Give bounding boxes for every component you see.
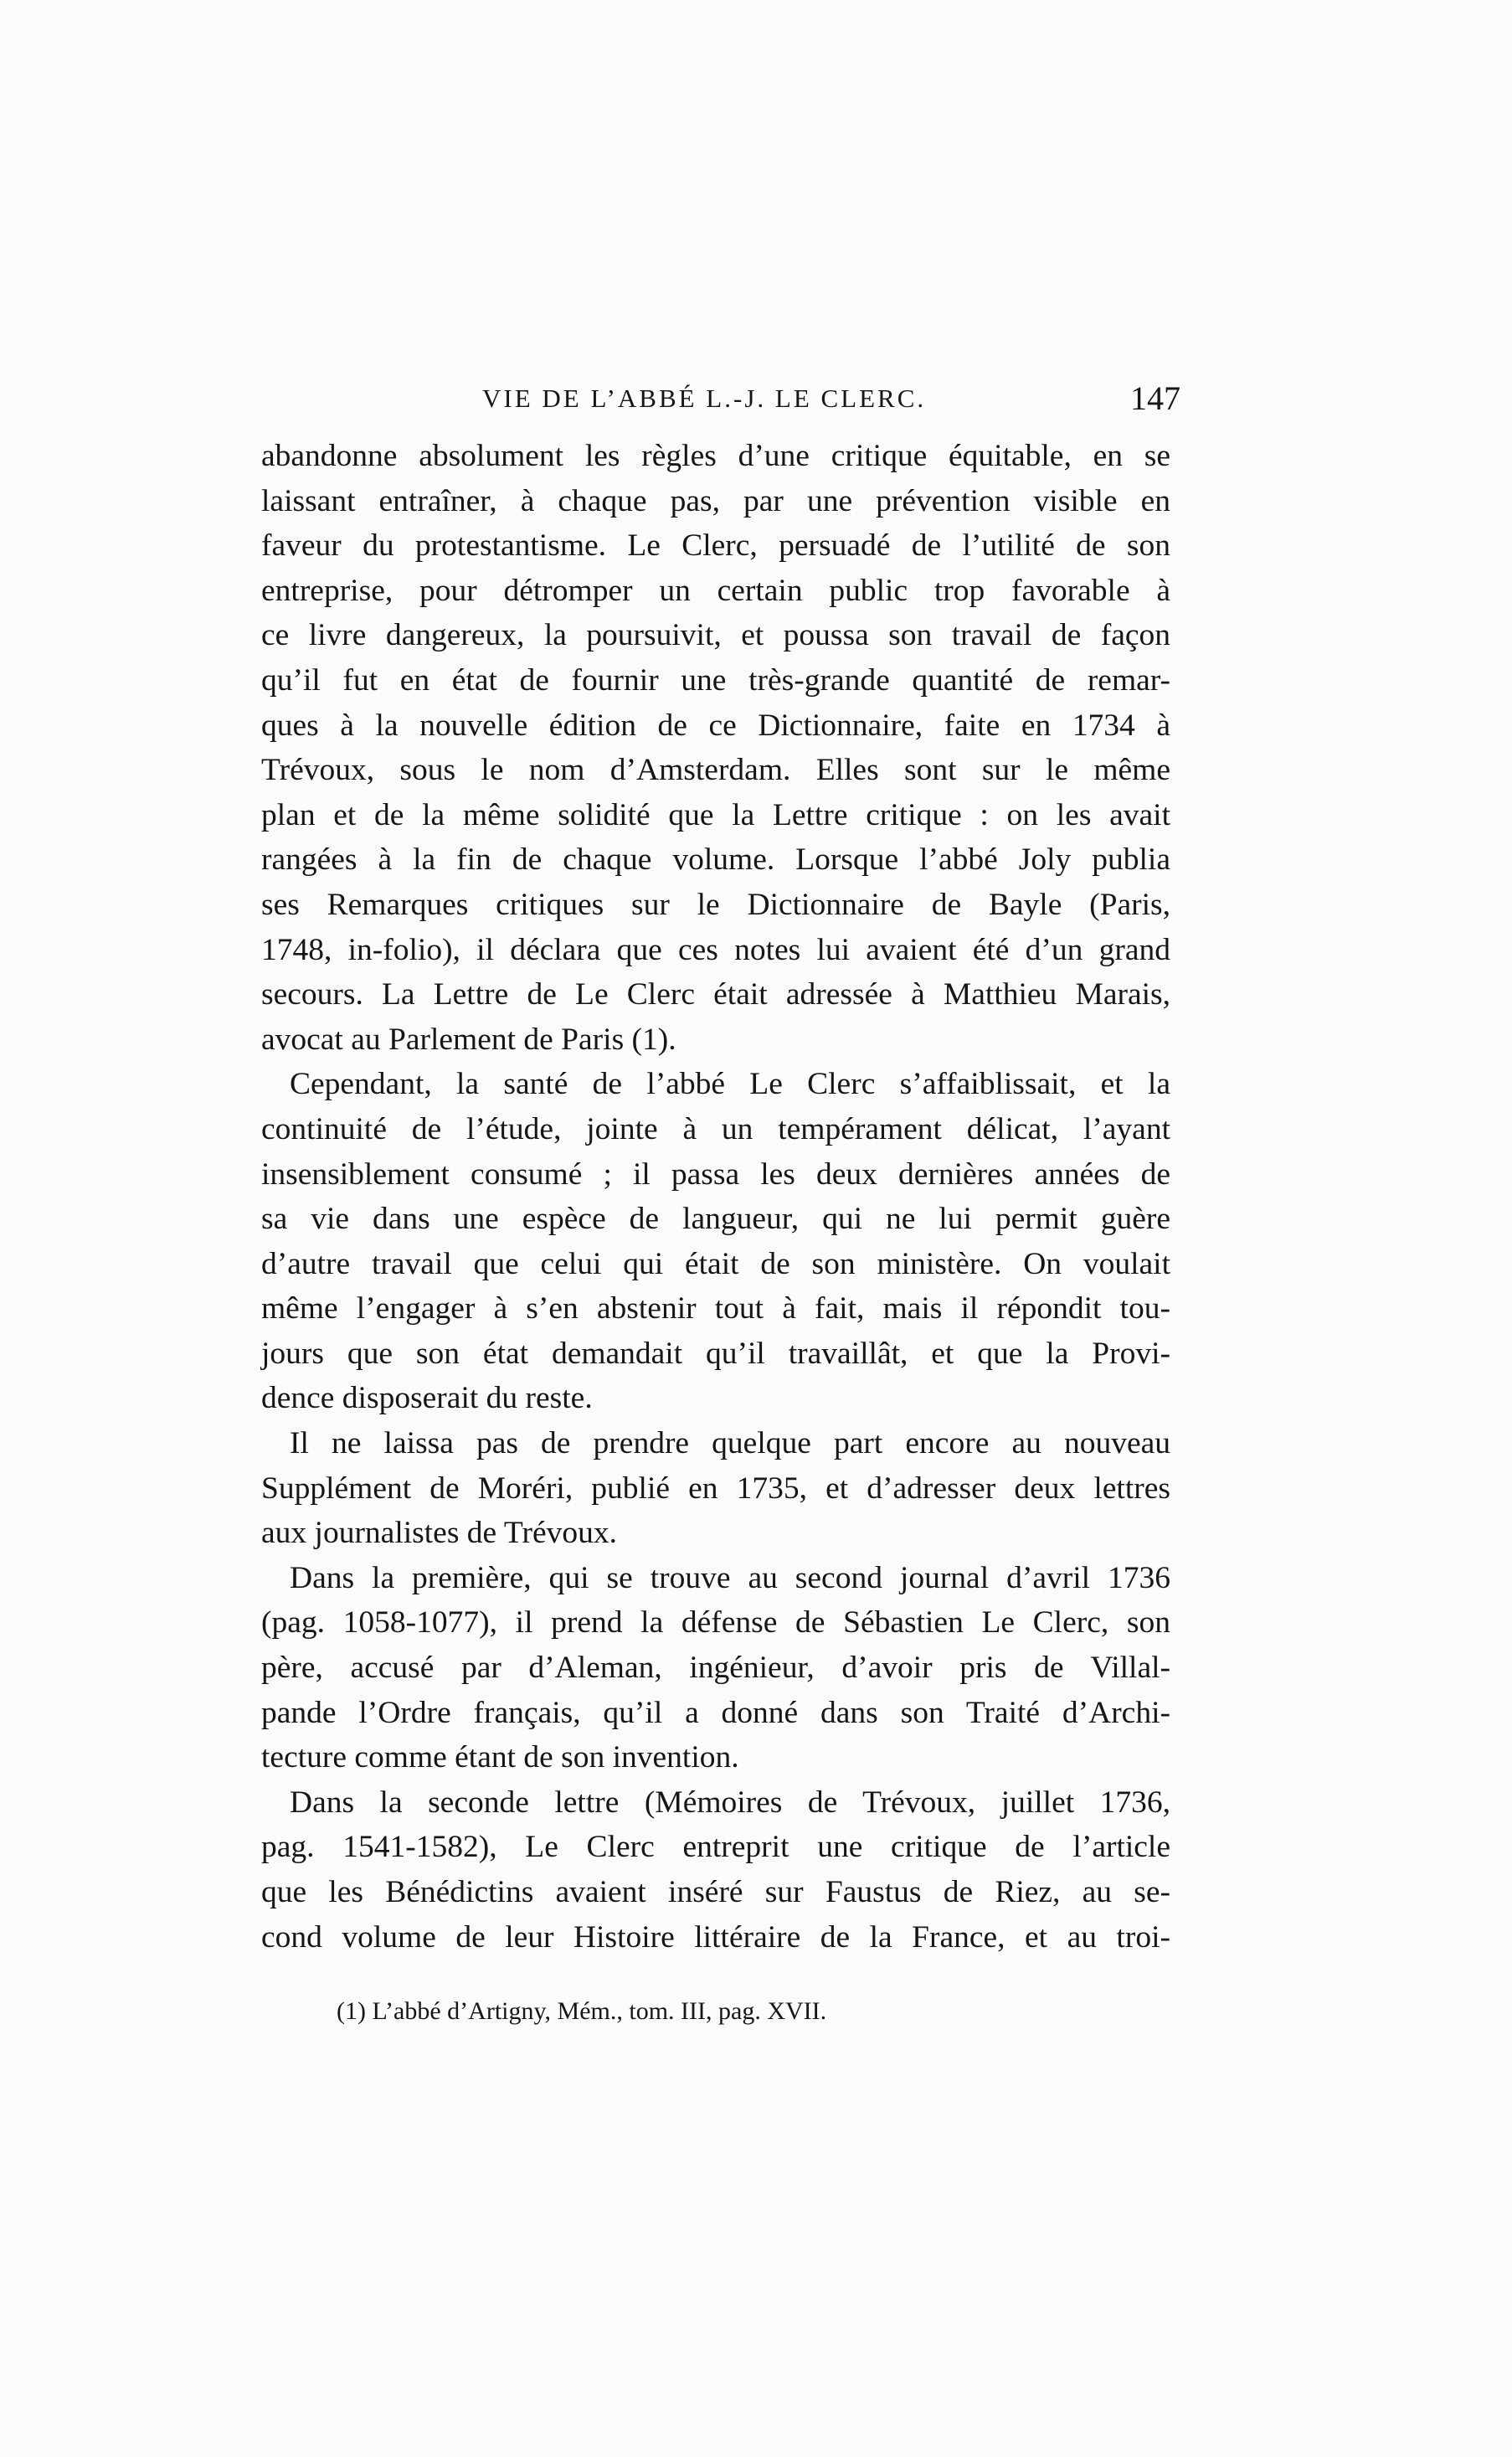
text-line: Cependant, la santé de l’abbé Le Clerc s’affaiblissait, et la [290,1067,1170,1102]
text-line: qu’il fut en état de fournir une très-grande quantité de remar- [261,662,1170,698]
text-line: secours. La Lettre de Le Clerc était adressée à Matthieu Marais, [261,977,1170,1012]
text-line: Dans la seconde lettre (Mémoires de Trévoux, juillet 1736, [290,1785,1170,1820]
text-line: que les Bénédictins avaient inséré sur Faustus de Riez, au se- [261,1875,1170,1909]
text-line: abandonne absolument les règles d’une critique équitable, en se [261,439,1170,473]
text-line: cond volume de leur Histoire littéraire de la France, et au troi- [261,1919,1170,1955]
text-line: pande l’Ordre français, qu’il a donné dans son Traité d’Archi- [261,1695,1170,1730]
paragraph-2 [261,1062,1170,1421]
text-line: ques à la nouvelle édition de ce Dictionnaire, faite en 1734 à [261,708,1170,743]
paragraph-5 [261,1780,1170,1960]
text-line: sa vie dans une espèce de langueur, qui ne lui permit guère [261,1202,1170,1237]
text-line: Dans la première, qui se trouve au second journal d’avril 1736 [290,1560,1170,1595]
text-line: (pag. 1058-1077), il prend la défense de Sébastien Le Clerc, son [261,1605,1170,1641]
text-line: pag. 1541-1582), Le Clerc entreprit une critique de l’article [261,1830,1170,1865]
text-line: 1748, in-folio), il déclara que ces notes lui avaient été d’un grand [261,932,1170,967]
text-line: même l’engager à s’en abstenir tout à fait, mais il répondit tou- [261,1291,1170,1326]
footnote: (1) L’abbé d’Artigny, Mém., tom. III, pag. XVII. [337,1997,827,2025]
text-line: Supplément de Moréri, publié en 1735, et d’adresser deux lettres [261,1471,1170,1506]
text-line: avocat au Parlement de Paris (1). [261,1022,676,1057]
text-line: aux journalistes de Trévoux. [261,1516,617,1551]
paragraph-3 [261,1421,1170,1556]
text-line: laissant entraîner, à chaque pas, par une prévention visible en [261,483,1170,518]
page-number: 147 [1130,379,1180,417]
text-line: ce livre dangereux, la poursuivit, et poussa son travail de façon [261,618,1170,653]
text-line: rangées à la fin de chaque volume. Lorsque l’abbé Joly publia [261,842,1170,878]
text-line: d’autre travail que celui qui était de son ministère. On voulait [261,1246,1170,1281]
text-line: continuité de l’étude, jointe à un tempérament délicat, l’ayant [261,1111,1170,1146]
text-line: père, accusé par d’Aleman, ingénieur, d’avoir pris de Villal- [261,1651,1170,1686]
paragraph-1 [261,434,1170,1062]
text-line: faveur du protestantisme. Le Clerc, persuadé de l’utilité de son [261,528,1170,564]
text-line: dence disposerait du reste. [261,1381,593,1416]
text-line: plan et de la même solidité que la Lettre critique : on les avait [261,797,1170,832]
text-line: tecture comme étant de son invention. [261,1740,739,1775]
text-line: Il ne laissa pas de prendre quelque part encore au nouveau [290,1426,1170,1461]
page-header [469,379,1180,434]
text-line: ses Remarques critiques sur le Dictionnaire de Bayle (Paris, [261,887,1170,922]
text-line: Trévoux, sous le nom d’Amsterdam. Elles sont sur le même [261,753,1170,788]
body-text [261,434,1170,1960]
text-line: insensiblement consumé ; il passa les deux dernières années de [261,1156,1170,1192]
paragraph-4 [261,1556,1170,1780]
text-line: entreprise, pour détromper un certain public trop favorable à [261,573,1170,608]
running-head: VIE DE L’ABBÉ L.-J. LE CLERC. [482,384,927,413]
text-line: jours que son état demandait qu’il travaillât, et que la Provi- [261,1336,1170,1371]
